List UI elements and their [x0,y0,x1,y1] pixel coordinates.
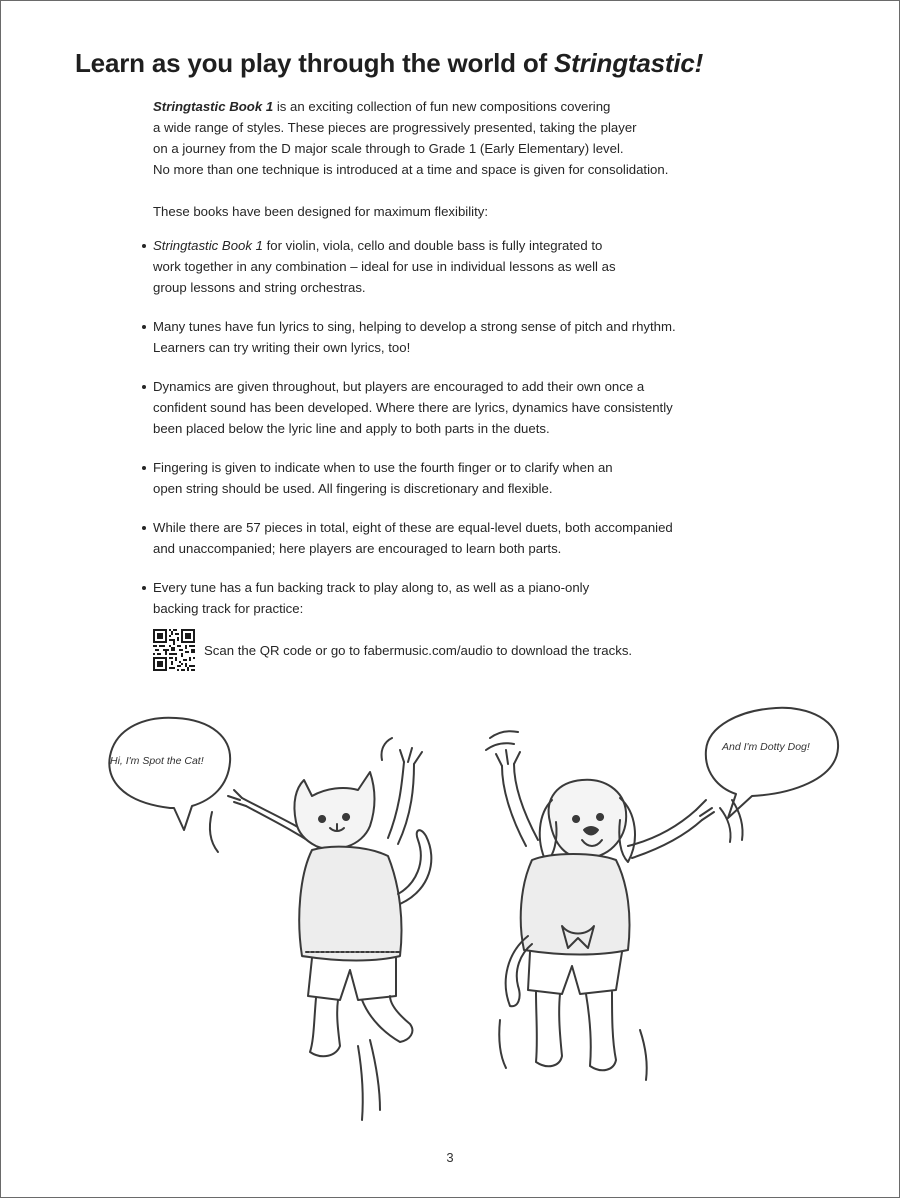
qr-code-icon[interactable] [153,629,195,671]
list-item: Many tunes have fun lyrics to sing, helping to develop a strong sense of pitch and rhythm. Learners can try writing their own lyrics, too! [153,316,753,358]
body-text [153,96,753,671]
qr-caption: Scan the QR code or go to fabermusic.com/audio to download the tracks. [204,642,633,658]
list-item: Dynamics are given throughout, but players are encouraged to add their own once a confident sound has been developed. Where there are lyrics, dynamics have consistently been placed below the lyric line and apply to both parts in the duets. [153,376,753,439]
page-number: 3 [446,1150,454,1165]
dog-speech-text: And I'm Dotty Dog! [722,741,810,753]
dog-speech-bubble [706,708,838,818]
flexibility-lead: These books have been designed for maximum flexibility: [153,204,488,219]
list-item: Stringtastic Book 1 for violin, viola, cello and double bass is fully integrated to work together in any combination – ideal for use in individual lessons as well as group lessons and string orchestras. [153,235,753,298]
cat-and-dog-illustration [100,690,860,1140]
feature-list [153,235,753,619]
intro-paragraph: Stringtastic Book 1 is an exciting collection of fun new compositions covering a wide range of styles. These pieces are progressively presented, taking the player on a journey from the D major scale through to Grade 1 (Early Elementary) level. No more than one technique is introduced at a time and space is given for consolidation. [153,99,669,177]
list-item: Every tune has a fun backing track to play along to, as well as a piano-only backing track for practice: [153,577,753,619]
page-title: Learn as you play through the world of Stringtastic! [75,48,704,78]
cat-speech-text: Hi, I'm Spot the Cat! [110,755,204,767]
qr-row [153,629,753,671]
list-item: Fingering is given to indicate when to use the fourth finger or to clarify when an open string should be used. All fingering is discretionary and flexible. [153,457,753,499]
dog-figure [486,731,743,1080]
cat-figure [210,738,431,1120]
list-item: While there are 57 pieces in total, eight of these are equal-level duets, both accompanied and unaccompanied; here players are encouraged to learn both parts. [153,517,753,559]
